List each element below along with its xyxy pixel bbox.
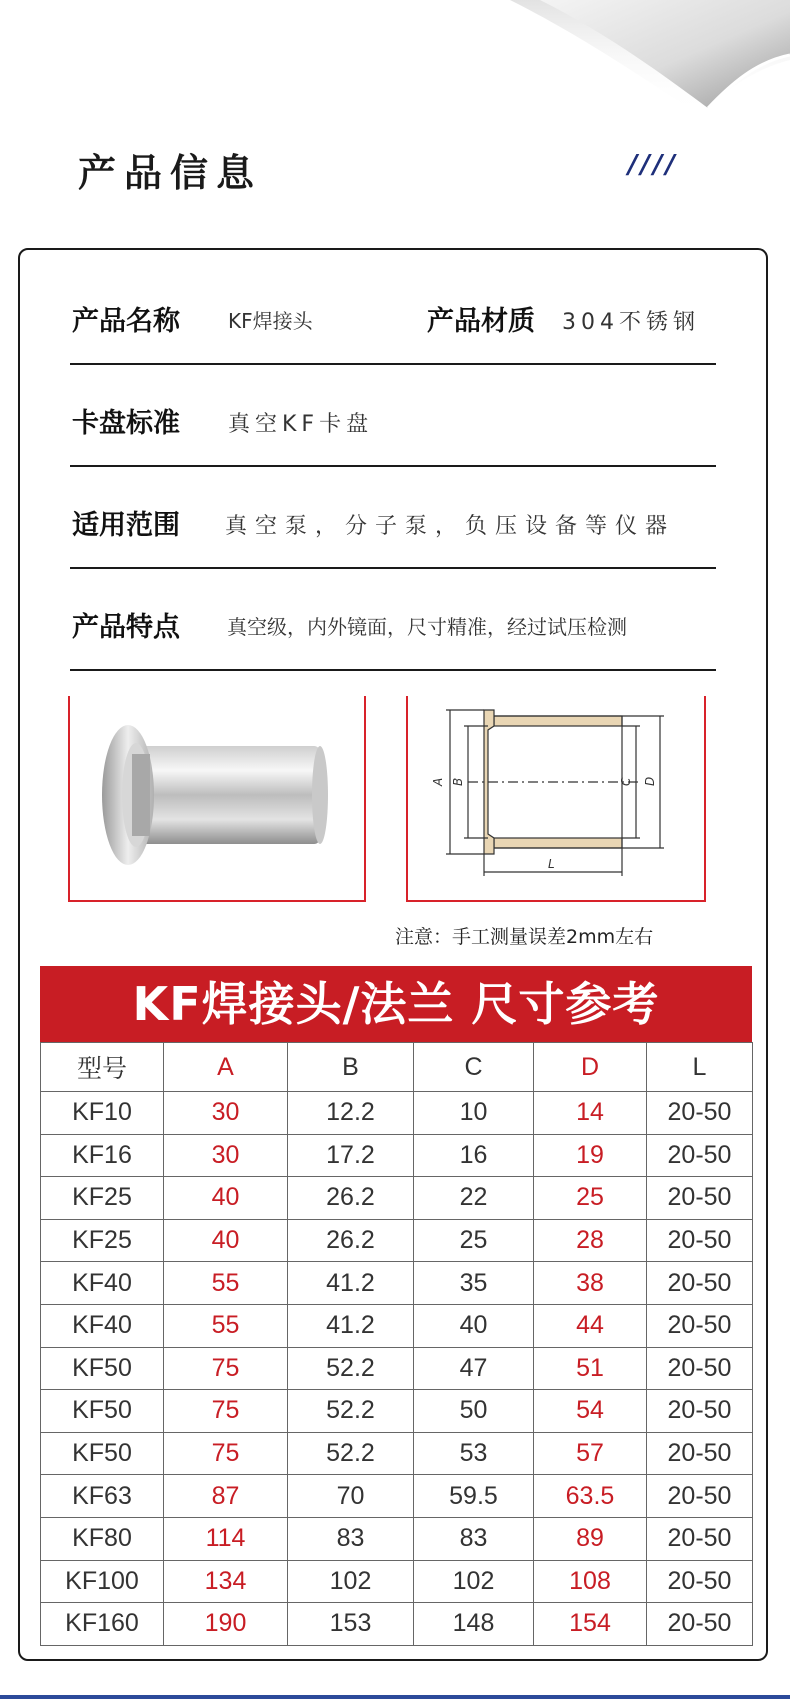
table-row: [41, 1219, 753, 1262]
cell-c: 16: [414, 1134, 534, 1177]
info-label: 适用范围: [72, 510, 180, 541]
cell-d: 38: [534, 1262, 647, 1305]
table-row: [41, 1475, 753, 1518]
cell-c: 148: [414, 1603, 534, 1646]
info-value-material: 304不锈钢: [562, 310, 700, 335]
table-row: [41, 1390, 753, 1433]
cell-b: 102: [288, 1560, 414, 1603]
table-row: [41, 1347, 753, 1390]
cell-b: 70: [288, 1475, 414, 1518]
cell-b: 52.2: [288, 1432, 414, 1475]
info-value: 真空KF卡盘: [228, 412, 374, 437]
bottom-strip: [0, 1695, 790, 1699]
cell-a: 87: [164, 1475, 288, 1518]
dim-label-a: A: [431, 777, 445, 786]
table-header-row: [41, 1043, 753, 1092]
info-value: 真空泵，分子泵，负压设备等仪器: [225, 514, 676, 539]
cell-l: 20-50: [647, 1177, 753, 1220]
cell-model: KF40: [41, 1262, 164, 1305]
info-row-features: [70, 571, 716, 671]
info-value: KF焊接头: [228, 309, 313, 333]
size-table: [40, 1042, 753, 1646]
cell-model: KF25: [41, 1219, 164, 1262]
measurement-note: 注意：手工测量误差2mm左右: [395, 926, 654, 948]
cell-b: 83: [288, 1517, 414, 1560]
cell-l: 20-50: [647, 1560, 753, 1603]
table-row: [41, 1517, 753, 1560]
cell-a: 75: [164, 1432, 288, 1475]
info-row-name: [70, 265, 716, 365]
cell-model: KF50: [41, 1390, 164, 1433]
cell-c: 40: [414, 1304, 534, 1347]
cell-d: 54: [534, 1390, 647, 1433]
cell-l: 20-50: [647, 1304, 753, 1347]
table-row: [41, 1092, 753, 1135]
cell-b: 12.2: [288, 1092, 414, 1135]
cell-l: 20-50: [647, 1092, 753, 1135]
info-label-material: 产品材质: [427, 306, 535, 337]
table-row: [41, 1262, 753, 1305]
table-row: [41, 1177, 753, 1220]
cell-d: 28: [534, 1219, 647, 1262]
cell-c: 59.5: [414, 1475, 534, 1518]
cell-c: 22: [414, 1177, 534, 1220]
size-reference-banner: KF焊接头/法兰 尺寸参考: [40, 966, 752, 1043]
cell-l: 20-50: [647, 1517, 753, 1560]
technical-drawing-frame: [406, 696, 706, 902]
cell-b: 153: [288, 1603, 414, 1646]
header-a: A: [164, 1043, 288, 1092]
cell-a: 190: [164, 1603, 288, 1646]
cell-model: KF100: [41, 1560, 164, 1603]
dim-label-d: D: [643, 776, 657, 786]
dim-label-b: B: [451, 777, 465, 786]
dim-label-l: L: [548, 857, 555, 871]
table-row: [41, 1304, 753, 1347]
cell-l: 20-50: [647, 1134, 753, 1177]
cell-l: 20-50: [647, 1219, 753, 1262]
cell-d: 63.5: [534, 1475, 647, 1518]
cell-model: KF63: [41, 1475, 164, 1518]
info-label: 卡盘标准: [72, 408, 180, 439]
cell-model: KF16: [41, 1134, 164, 1177]
header-b: B: [288, 1043, 414, 1092]
info-label: 产品名称: [72, 306, 180, 337]
cell-model: KF10: [41, 1092, 164, 1135]
info-row-scope: [70, 469, 716, 569]
cell-a: 134: [164, 1560, 288, 1603]
cell-l: 20-50: [647, 1432, 753, 1475]
cell-b: 17.2: [288, 1134, 414, 1177]
cell-l: 20-50: [647, 1603, 753, 1646]
cell-d: 57: [534, 1432, 647, 1475]
info-label: 产品特点: [72, 612, 180, 643]
cell-d: 154: [534, 1603, 647, 1646]
cell-a: 75: [164, 1390, 288, 1433]
page-title: 产品信息: [78, 151, 263, 195]
cell-d: 14: [534, 1092, 647, 1135]
cell-model: KF50: [41, 1432, 164, 1475]
cell-l: 20-50: [647, 1475, 753, 1518]
cell-a: 114: [164, 1517, 288, 1560]
cell-d: 108: [534, 1560, 647, 1603]
cell-d: 51: [534, 1347, 647, 1390]
cell-c: 102: [414, 1560, 534, 1603]
cell-d: 44: [534, 1304, 647, 1347]
dim-label-c: C: [619, 777, 633, 786]
cell-b: 41.2: [288, 1262, 414, 1305]
cell-b: 26.2: [288, 1219, 414, 1262]
table-row: [41, 1432, 753, 1475]
cell-d: 89: [534, 1517, 647, 1560]
header-c: C: [414, 1043, 534, 1092]
cell-c: 25: [414, 1219, 534, 1262]
cell-c: 53: [414, 1432, 534, 1475]
cell-model: KF25: [41, 1177, 164, 1220]
title-decoration: ////: [628, 150, 678, 180]
cell-model: KF160: [41, 1603, 164, 1646]
cell-c: 10: [414, 1092, 534, 1135]
cell-b: 41.2: [288, 1304, 414, 1347]
info-row-standard: [70, 367, 716, 467]
cell-c: 35: [414, 1262, 534, 1305]
cell-b: 26.2: [288, 1177, 414, 1220]
table-row: [41, 1603, 753, 1646]
product-photo-frame: [68, 696, 366, 902]
cell-l: 20-50: [647, 1390, 753, 1433]
page-curl-decoration: [500, 0, 790, 125]
table-row: [41, 1134, 753, 1177]
cell-model: KF50: [41, 1347, 164, 1390]
cell-a: 55: [164, 1262, 288, 1305]
header-d: D: [534, 1043, 647, 1092]
cell-d: 19: [534, 1134, 647, 1177]
cell-a: 55: [164, 1304, 288, 1347]
cell-d: 25: [534, 1177, 647, 1220]
header-model: 型号: [41, 1043, 164, 1092]
cell-a: 75: [164, 1347, 288, 1390]
cell-a: 40: [164, 1177, 288, 1220]
cell-c: 83: [414, 1517, 534, 1560]
product-photo: [70, 696, 364, 900]
cell-a: 40: [164, 1219, 288, 1262]
cell-b: 52.2: [288, 1390, 414, 1433]
technical-drawing: [408, 696, 704, 900]
cell-b: 52.2: [288, 1347, 414, 1390]
cell-model: KF40: [41, 1304, 164, 1347]
cell-a: 30: [164, 1092, 288, 1135]
cell-a: 30: [164, 1134, 288, 1177]
cell-c: 50: [414, 1390, 534, 1433]
cell-model: KF80: [41, 1517, 164, 1560]
cell-l: 20-50: [647, 1262, 753, 1305]
info-value: 真空级，内外镜面，尺寸精准，经过试压检测: [227, 615, 627, 639]
cell-c: 47: [414, 1347, 534, 1390]
table-row: [41, 1560, 753, 1603]
header-l: L: [647, 1043, 753, 1092]
cell-l: 20-50: [647, 1347, 753, 1390]
